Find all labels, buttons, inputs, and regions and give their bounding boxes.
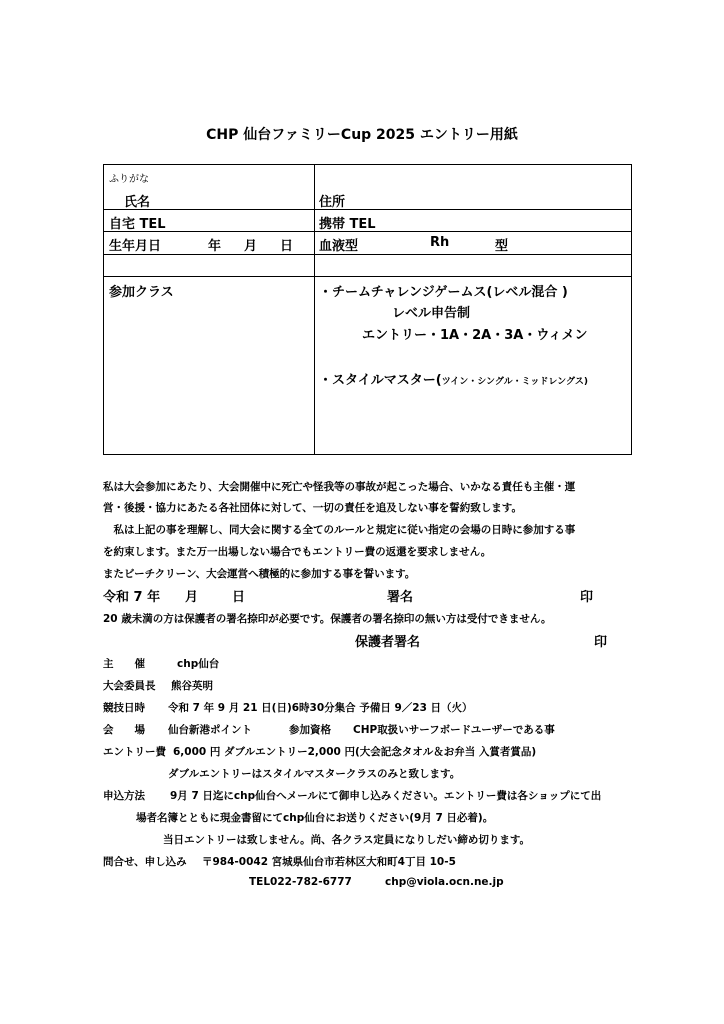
row-divider — [104, 276, 631, 277]
birth-label: 生年月日 — [109, 239, 162, 254]
class-label: 参加クラス — [109, 285, 174, 300]
contact-tel: TEL022-782-6777 — [249, 876, 352, 888]
fee-label: エントリー費 — [103, 746, 166, 758]
page-title: CHP 仙台ファミリーCup 2025 エントリー用紙 — [206, 127, 518, 143]
home-tel-label: 自宅 TEL — [109, 217, 166, 232]
sign-date-month: 月 — [185, 590, 199, 605]
chair-value: 熊谷英明 — [171, 680, 213, 692]
venue-label: 会 場 — [103, 724, 145, 736]
chair-label: 大会委員長 — [103, 680, 156, 692]
signature-label: 署名 — [387, 590, 414, 605]
class-entry-levels: エントリー・1A・2A・3A・ウィメン — [362, 328, 588, 343]
apply-line: 9月 7 日迄にchp仙台へメールにて御申し込みください。エントリー費は各ショップにて出 — [170, 790, 602, 802]
date-value: 令和 7 年 9 月 21 日(日)6時30分集合 予備日 9／23 日（火） — [168, 702, 473, 714]
entry-form-table — [103, 164, 632, 455]
fee-value: 6,000 円 ダブルエントリー2,000 円(大会記念タオル＆お弁当 入賞者賞品) — [173, 746, 537, 758]
blood-rh-label: Rh — [430, 235, 450, 250]
column-divider — [314, 165, 315, 454]
seal-label: 印 — [580, 590, 594, 605]
pledge-line: またビーチクリーン、大会運営へ積極的に参加する事を誓います。 — [103, 568, 416, 580]
organizer-label: 主 催 — [103, 658, 145, 670]
row-divider — [104, 254, 631, 255]
fee-note: ダブルエントリーはスタイルマスタークラスのみと致します。 — [168, 768, 461, 780]
minor-note: 20 歳未満の方は保護者の署名捺印が必要です。保護者の署名捺印の無い方は受付できません。 — [103, 613, 552, 625]
blood-type-suffix: 型 — [495, 239, 509, 254]
qualification-value: CHP取扱いサーフボードユーザーである事 — [353, 724, 555, 736]
pledge-line: 営・後援・協力にあたる各社団体に対して、一切の責任を追及しない事を誓約致します。 — [103, 502, 522, 514]
pledge-line: 私は上記の事を理解し、同大会に関する全てのルールと規定に従い指定の会場の日時に参加する事 — [103, 524, 576, 536]
guardian-seal-label: 印 — [594, 635, 608, 650]
venue-value: 仙台新港ポイント — [168, 724, 252, 736]
organizer-value: chp仙台 — [177, 658, 220, 670]
class-style-master-sub: ツイン・シングル・ミッドレングス) — [441, 377, 589, 387]
contact-address: 〒984-0042 宮城県仙台市若林区大和町4丁目 10-5 — [202, 856, 456, 868]
date-label: 競技日時 — [103, 702, 145, 714]
address-label: 住所 — [319, 195, 346, 210]
apply-label: 申込方法 — [103, 790, 145, 802]
contact-email: chp@viola.ocn.ne.jp — [385, 876, 504, 888]
class-style-master-label: ・スタイルマスター( — [319, 373, 442, 388]
pledge-line: 私は大会参加にあたり、大会開催中に死亡や怪我等の事故が起こった場合、いかなる責任も主催・運 — [103, 481, 576, 493]
name-label: 氏名 — [124, 195, 151, 210]
sign-date-day: 日 — [232, 590, 246, 605]
birth-year-label: 年 — [208, 239, 222, 254]
pledge-line: を約束します。また万一出場しない場合でもエントリー費の返還を要求しません。 — [103, 546, 492, 558]
apply-line: 場者名簿とともに現金書留にてchp仙台にお送りください(9月 7 日必着)。 — [136, 812, 494, 824]
class-level-note: レベル申告制 — [392, 306, 471, 321]
blood-type-label: 血液型 — [319, 239, 359, 254]
class-team-challenge: ・チームチャレンジゲームス(レベル混合 ) — [319, 285, 568, 300]
row-divider — [104, 209, 631, 210]
contact-label: 問合せ、申し込み — [103, 856, 187, 868]
guardian-signature-label: 保護者署名 — [355, 635, 421, 650]
mobile-tel-label: 携帯 TEL — [319, 217, 376, 232]
birth-month-label: 月 — [244, 239, 258, 254]
class-style-master — [319, 369, 588, 388]
furigana-label: ふりがな — [109, 174, 149, 185]
apply-line: 当日エントリーは致しません。尚、各クラス定員になりしだい締め切ります。 — [163, 834, 530, 846]
birth-day-label: 日 — [280, 239, 294, 254]
sign-date-year: 令和 7 年 — [103, 590, 161, 605]
qualification-label: 参加資格 — [289, 724, 331, 736]
